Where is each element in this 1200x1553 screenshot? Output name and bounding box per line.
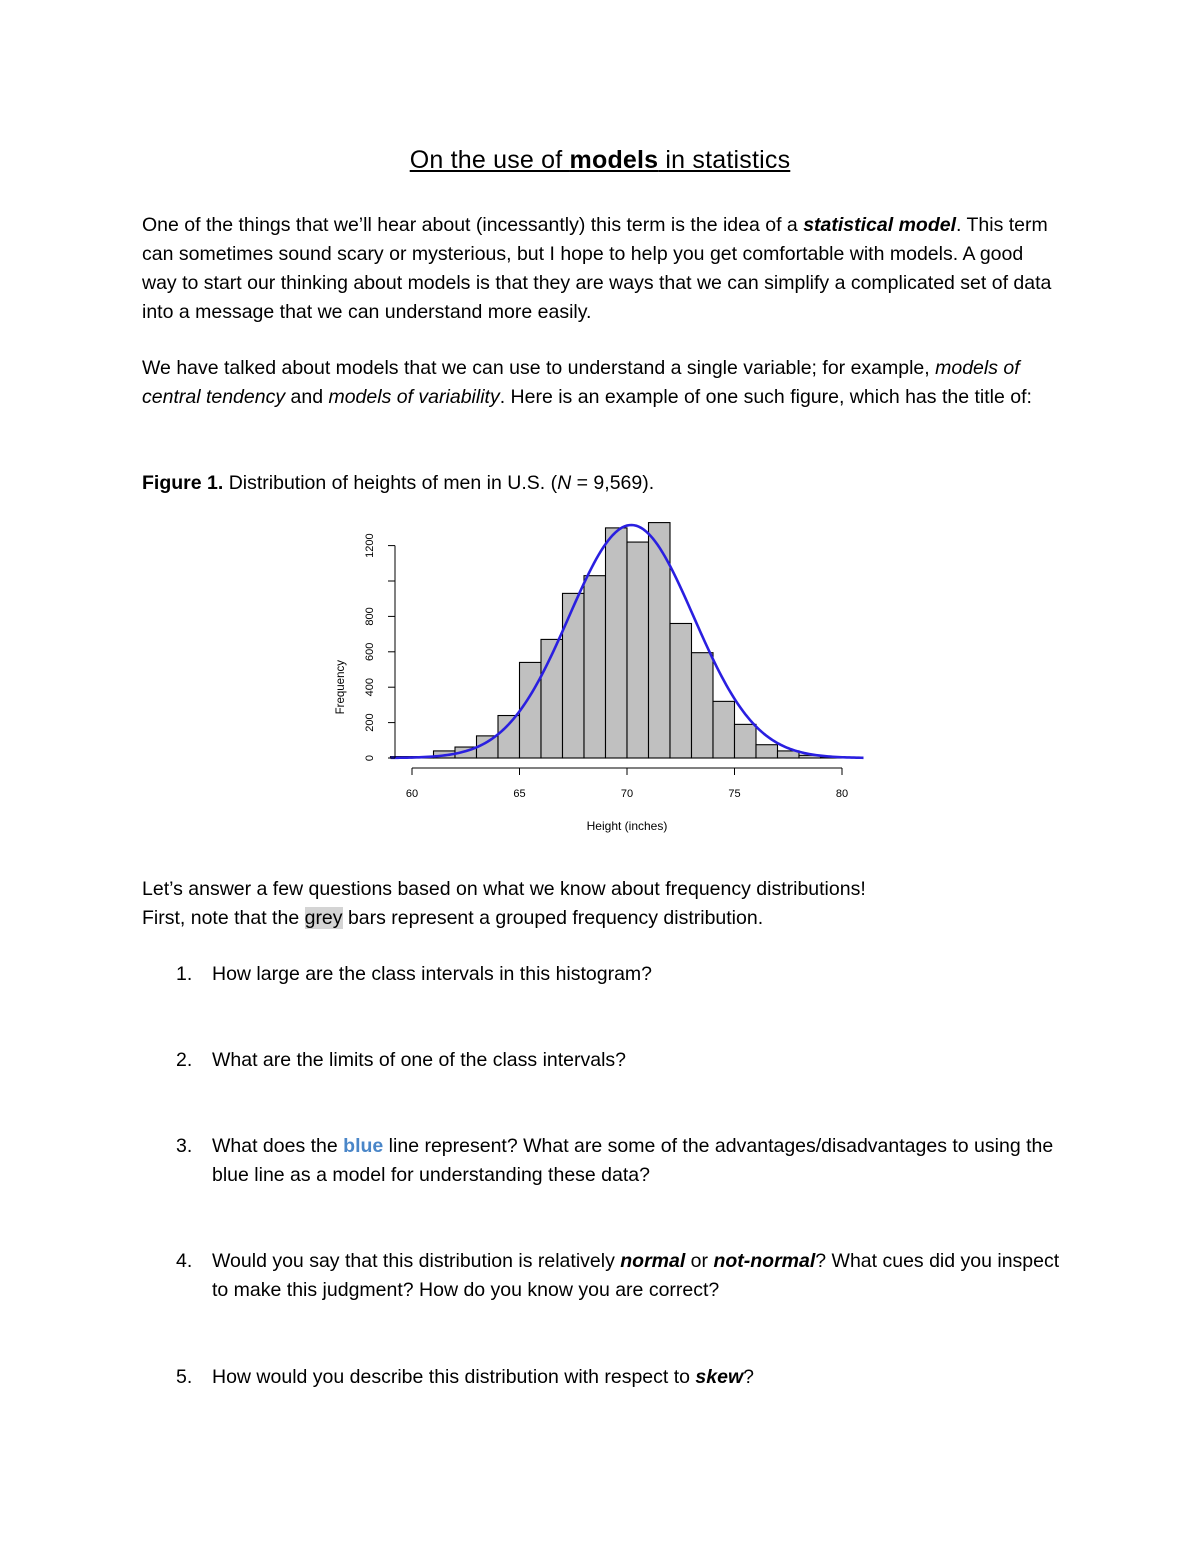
models-text-c: . Here is an example of one such figure, which has the title of:	[499, 386, 1032, 408]
instructions-paragraph	[142, 875, 1062, 933]
y-tick-label: 600	[364, 642, 376, 661]
y-tick-label: 200	[364, 713, 376, 732]
y-tick-label: 800	[364, 607, 376, 626]
y-tick-label: 1200	[364, 533, 376, 558]
histogram-bar	[756, 745, 778, 758]
models-text-a: We have talked about models that we can use to understand a single variable; for example,	[142, 357, 936, 379]
x-tick-label: 70	[620, 788, 634, 800]
models-text-b: and	[285, 386, 329, 408]
not-normal-term: not-normal	[713, 1250, 816, 1272]
y-tick-label: 400	[364, 678, 376, 697]
question-number: 5.	[176, 1366, 193, 1388]
page-title	[0, 146, 1200, 175]
histogram-bar	[713, 701, 735, 758]
instructions-line-1: Let’s answer a few questions based on what we know about frequency distributions!	[142, 878, 866, 900]
title-text-pre: On the use of	[409, 146, 570, 174]
statistical-model-term: statistical model	[803, 214, 956, 236]
histogram-bar	[563, 593, 585, 758]
instructions-line-2	[142, 904, 1062, 933]
q3-text-b: line represent? What are some of the advantages/disadvantages to using the blue line as a model for understanding these data?	[212, 1135, 1054, 1186]
figure-label: Figure 1.	[142, 472, 224, 494]
line2-text-b: bars represent a grouped frequency distribution.	[342, 907, 764, 929]
histogram-bar	[498, 716, 520, 758]
q3-text-a: What does the	[212, 1135, 344, 1157]
x-tick-label: 60	[405, 788, 419, 800]
histogram-bar	[735, 724, 757, 758]
x-tick-label: 65	[513, 788, 526, 800]
question-text: What are the limits of one of the class intervals?	[212, 1049, 627, 1071]
blue-word: blue	[343, 1135, 384, 1157]
question-text	[212, 1363, 1062, 1392]
models-paragraph	[142, 354, 1062, 412]
central-tendency-term: models of central tendency	[142, 357, 1020, 408]
histogram-bar	[520, 662, 542, 758]
q5-text-a: How would you describe this distribution with respect to	[212, 1366, 696, 1388]
q5-text-b: ?	[743, 1366, 754, 1388]
histogram-bar	[627, 542, 649, 758]
histogram-bar	[670, 623, 692, 758]
caption-n: N	[557, 472, 572, 494]
y-axis-label: Frequency	[335, 660, 347, 715]
histogram-bar	[606, 528, 628, 758]
caption-text-a: Distribution of heights of men in U.S. (	[223, 472, 558, 494]
intro-paragraph	[142, 211, 1062, 327]
q4-text-c: ? What cues did you inspect to make this judgment? How do you know you are correct?	[212, 1250, 1060, 1301]
title-text-post: in statistics	[658, 146, 791, 174]
question-text	[212, 1247, 1062, 1305]
title-text-bold: models	[569, 146, 659, 174]
question-number: 2.	[176, 1049, 193, 1071]
histogram-bar	[692, 653, 714, 758]
grey-highlight: grey	[304, 907, 343, 929]
variability-term: models of variability	[328, 386, 500, 408]
intro-text-b: . This term can sometimes sound scary or mysterious, but I hope to help you get comfortable with models. A good way to start our thinking about models is that they are ways that we can simplify a complicated set of data into a message that we can understand more easily.	[142, 214, 1052, 323]
q4-text-b: or	[685, 1250, 714, 1272]
y-tick-label: 0	[364, 754, 376, 762]
normal-term: normal	[620, 1250, 686, 1272]
question-number: 3.	[176, 1135, 193, 1157]
histogram-bar	[584, 576, 606, 758]
figure-caption	[142, 469, 1062, 498]
question-number: 1.	[176, 963, 193, 985]
intro-text-a: One of the things that we’ll hear about (incessantly) this term is the idea of a	[142, 214, 804, 236]
q4-text-a: Would you say that this distribution is relatively	[212, 1250, 621, 1272]
x-tick-label: 80	[835, 788, 849, 800]
caption-text-b: = 9,569).	[571, 472, 655, 494]
question-text	[212, 1132, 1062, 1190]
x-axis-label: Height (inches)	[586, 819, 668, 833]
x-tick-label: 75	[728, 788, 741, 800]
skew-term: skew	[695, 1366, 744, 1388]
question-text: How large are the class intervals in this histogram?	[212, 963, 653, 985]
line2-text-a: First, note that the	[142, 907, 305, 929]
height-histogram-chart	[320, 515, 880, 845]
question-number: 4.	[176, 1250, 193, 1272]
